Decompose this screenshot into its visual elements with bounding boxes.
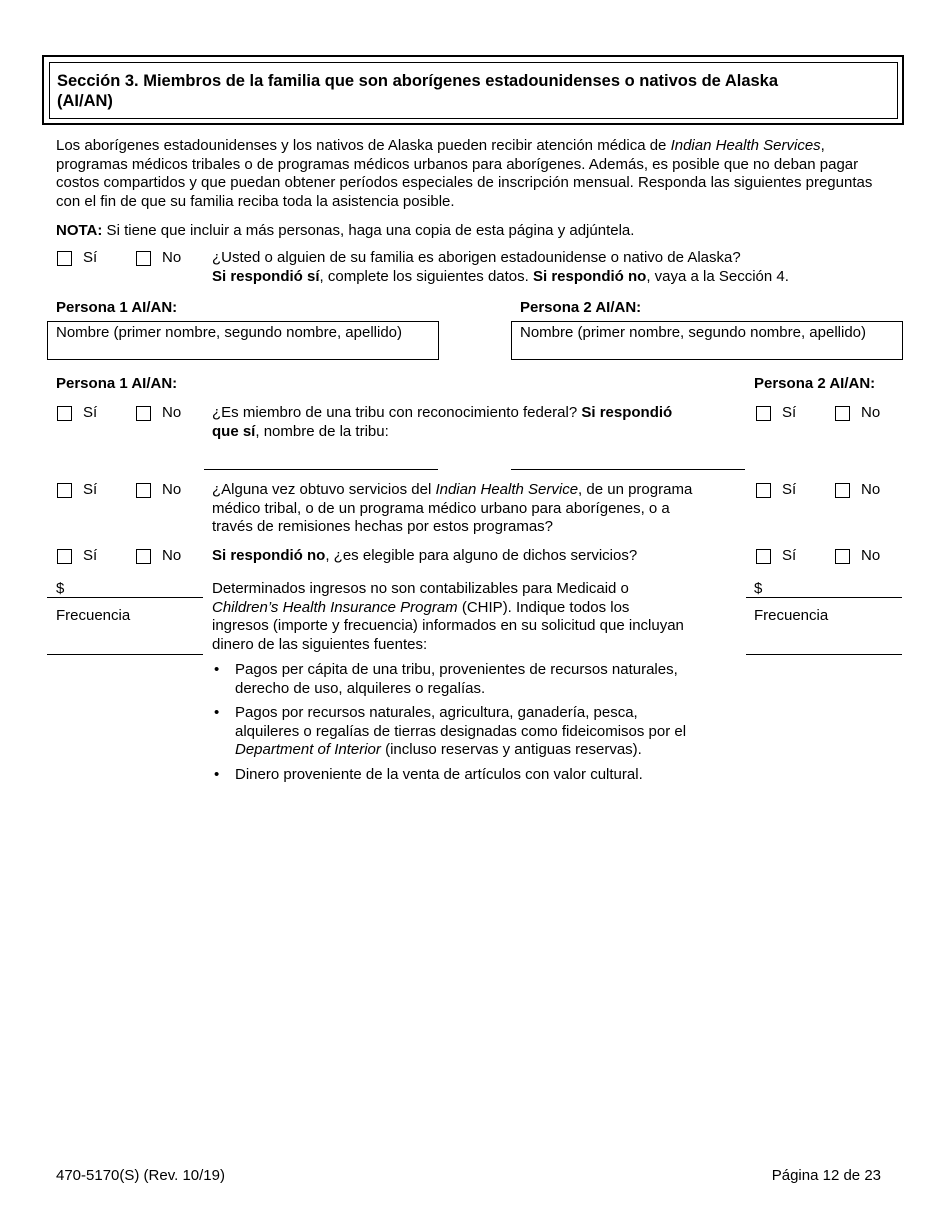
note-text: Si tiene que incluir a más personas, haga una copia de esta página y adjúntela. [102, 222, 635, 239]
person2-name-field[interactable] [511, 321, 903, 360]
intro-ihs-italic: Indian Health Services [670, 137, 821, 154]
page-number: Página 12 de 23 [771, 1167, 881, 1184]
yes-label: Sí [83, 547, 98, 564]
income-chip-italic: Children’s Health Insurance Program [212, 598, 458, 616]
if-no-bold: Si respondió no [532, 267, 647, 285]
eligible-p1-yes[interactable] [57, 547, 97, 566]
if-yes-text: , complete los siguientes datos. [319, 267, 533, 285]
tribe-p2-no[interactable] [835, 404, 880, 423]
section-title [49, 62, 898, 119]
tribe-if-yes-bold1: Si respondió [581, 404, 673, 421]
bullet2-line2: alquileres o regalías de tierras designadas como fideicomisos por el [235, 722, 687, 740]
household-no-checkbox[interactable] [136, 251, 151, 266]
income-text4: dinero de las siguientes fuentes: [212, 635, 428, 653]
if-yes-bold: Si respondió sí [212, 267, 320, 285]
tribe-p2-yes[interactable] [756, 404, 796, 423]
eligible-p1-yes-checkbox[interactable] [57, 549, 72, 564]
tribe-name-p2-line[interactable] [511, 469, 745, 470]
bullet2-italic: Department of Interior [235, 741, 381, 758]
tribe-p1-yes[interactable] [57, 404, 97, 423]
ihs-p2-yes[interactable] [756, 481, 796, 500]
no-label: No [162, 249, 182, 266]
ihs-p2-no-checkbox[interactable] [835, 483, 850, 498]
intro-text-rest: , programas médicos tribales o de programas médicos urbanos para aborígenes. Además, es posible que no deban pagar costos compartidos y que puedan obtener períodos especiales de inscripción mensual. Responda las siguientes preguntas con el fin de que su familia reciba toda la asistencia posible. [56, 137, 873, 210]
note [56, 222, 896, 241]
list-item [212, 766, 747, 785]
note-label: NOTA: [56, 222, 103, 239]
household-question-text: ¿Usted o alguien de su familia es aborigen estadounidense o nativo de Alaska? [212, 249, 741, 266]
ihs-p1-no[interactable] [136, 481, 181, 500]
no-label: No [861, 404, 881, 421]
person1-name-label: Nombre (primer nombre, segundo nombre, apellido) [56, 324, 402, 341]
household-no[interactable] [136, 249, 181, 268]
ihs-line2: médico tribal, o de un programa médico urbano para aborígenes, o a [212, 499, 670, 517]
eligible-question [212, 547, 747, 566]
ihs-p1-yes-checkbox[interactable] [57, 483, 72, 498]
eligible-p1-no[interactable] [136, 547, 181, 566]
eligible-p2-yes-checkbox[interactable] [756, 549, 771, 564]
tribe-name-p1-line[interactable] [204, 469, 438, 470]
eligible-p1-no-checkbox[interactable] [136, 549, 151, 564]
no-label: No [162, 481, 182, 498]
bullet1-line2: derecho de uso, alquileres o regalías. [235, 679, 486, 697]
intro-text: Los aborígenes estadounidenses y los nativos de Alaska pueden recibir atención médica de [56, 137, 671, 154]
no-label: No [162, 404, 182, 421]
person1-heading-2: Persona 1 AI/AN: [56, 375, 178, 392]
person1-heading: Persona 1 AI/AN: [56, 299, 178, 316]
bullet3-text: • Dinero proveniente de la venta de artículos con valor cultural. [235, 765, 643, 783]
no-label: No [861, 547, 881, 564]
intro-paragraph [56, 137, 896, 211]
bullet2-line3: (incluso reservas y antiguas reservas). [380, 741, 642, 758]
income-p2-frequency-line[interactable] [746, 654, 902, 655]
income-p2-amount-line[interactable] [746, 597, 902, 598]
yes-label: Sí [83, 481, 98, 498]
income-p1-frequency-line[interactable] [47, 654, 203, 655]
income-text3: ingresos (importe y frecuencia) informados en su solicitud que incluyan [212, 617, 684, 634]
person2-heading: Persona 2 AI/AN: [520, 299, 642, 316]
income-p2-dollar: $ [754, 580, 763, 597]
ihs-question [212, 481, 747, 537]
tribe-if-yes-bold2: que sí [212, 422, 256, 440]
income-p1-frequency-label: Frecuencia [56, 607, 131, 624]
ihs-p2-no[interactable] [835, 481, 880, 500]
income-p2-frequency-label: Frecuencia [754, 607, 829, 624]
ihs-p2-yes-checkbox[interactable] [756, 483, 771, 498]
eligible-text: , ¿es elegible para alguno de dichos servicios? [325, 547, 638, 564]
no-label: No [861, 481, 881, 498]
income-description [212, 580, 747, 654]
ihs-p1-no-checkbox[interactable] [136, 483, 151, 498]
income-text1: Determinados ingresos no son contabilizables para Medicaid o [212, 580, 629, 597]
yes-label: Sí [782, 547, 797, 564]
tribe-question-rest: , nombre de la tribu: [255, 422, 389, 440]
ihs-p1-yes[interactable] [57, 481, 97, 500]
yes-label: Sí [83, 249, 98, 266]
ihs-italic: Indian Health Service [435, 481, 579, 498]
household-question [212, 249, 902, 286]
yes-label: Sí [782, 481, 797, 498]
bullet2-line1: • Pagos por recursos naturales, agricultura, ganadería, pesca, [235, 704, 638, 721]
yes-label: Sí [782, 404, 797, 421]
ihs-line3: través de remisiones hechas por estos programas? [212, 518, 554, 535]
income-p1-dollar: $ [56, 580, 65, 597]
list-item [212, 661, 747, 698]
income-sources-list [212, 661, 747, 790]
income-text2: (CHIP). Indique todos los [457, 598, 630, 616]
person2-heading-2: Persona 2 AI/AN: [754, 375, 876, 392]
section-title-line2: (AI/AN) [57, 92, 113, 110]
ihs-text2: , de un programa [578, 481, 693, 498]
household-yes[interactable] [57, 249, 97, 268]
tribe-p2-yes-checkbox[interactable] [756, 406, 771, 421]
list-item [212, 704, 747, 760]
household-instructions [212, 268, 902, 287]
eligible-p2-yes[interactable] [756, 547, 796, 566]
income-p1-amount-line[interactable] [47, 597, 203, 598]
tribe-question [212, 404, 742, 441]
tribe-p2-no-checkbox[interactable] [835, 406, 850, 421]
person1-name-field[interactable] [47, 321, 439, 360]
yes-label: Sí [83, 404, 98, 421]
eligible-p2-no[interactable] [835, 547, 880, 566]
tribe-p1-yes-checkbox[interactable] [57, 406, 72, 421]
eligible-p2-no-checkbox[interactable] [835, 549, 850, 564]
form-number: 470-5170(S) (Rev. 10/19) [56, 1167, 225, 1184]
tribe-p1-no[interactable] [136, 404, 181, 423]
tribe-question-text: ¿Es miembro de una tribu con reconocimiento federal? [212, 404, 582, 421]
person2-name-label: Nombre (primer nombre, segundo nombre, apellido) [520, 324, 866, 341]
household-yes-checkbox[interactable] [57, 251, 72, 266]
no-label: No [162, 547, 182, 564]
eligible-bold: Si respondió no [212, 547, 326, 564]
bullet1-line1: • Pagos per cápita de una tribu, provenientes de recursos naturales, [235, 661, 678, 678]
if-no-text: , vaya a la Sección 4. [646, 267, 789, 285]
ihs-text1: ¿Alguna vez obtuvo servicios del [212, 481, 436, 498]
section-title-line1: Sección 3. Miembros de la familia que son aborígenes estadounidenses o nativos de Alaska [57, 72, 779, 90]
tribe-p1-no-checkbox[interactable] [136, 406, 151, 421]
